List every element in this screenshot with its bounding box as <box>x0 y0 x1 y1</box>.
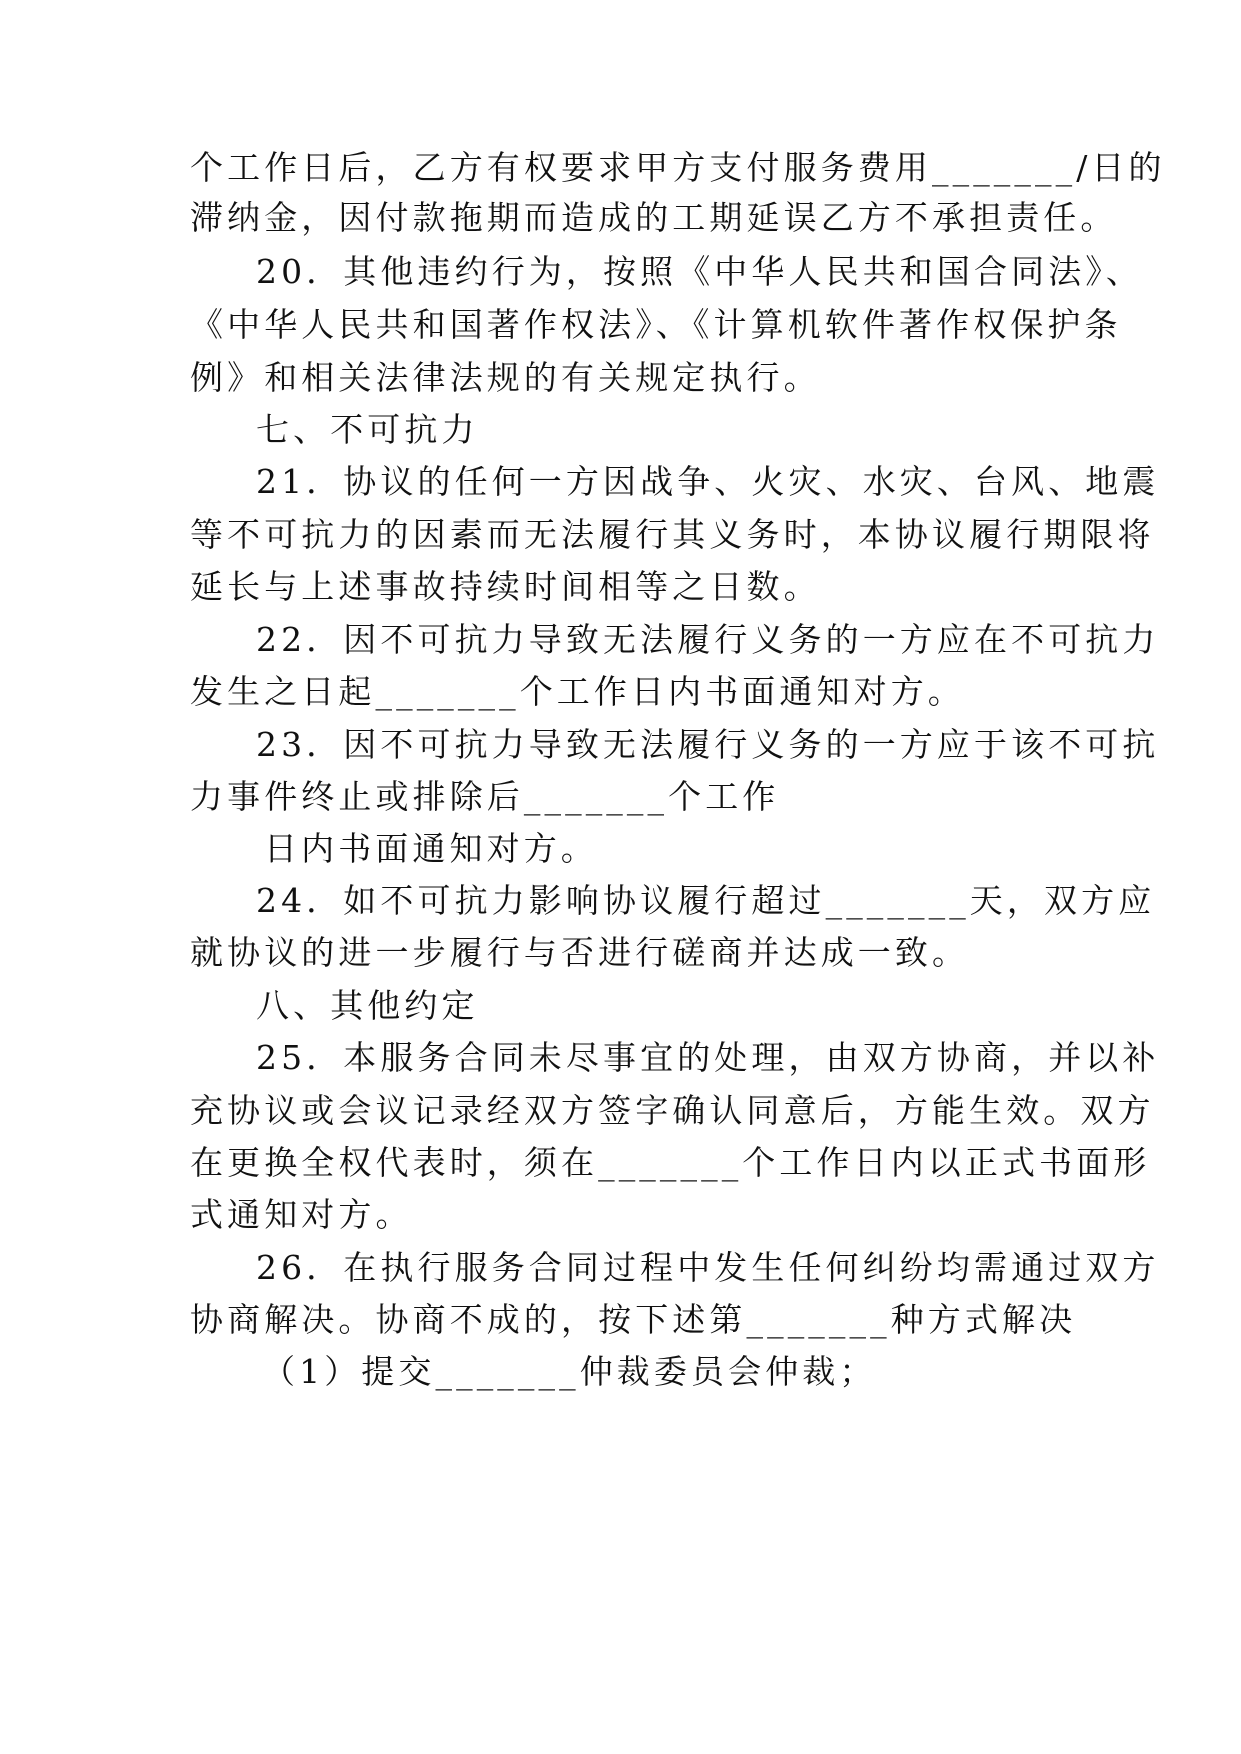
paragraph-line: 个工作日后，乙方有权要求甲方支付服务费用_______/日的 <box>190 148 1166 187</box>
paragraph-line: 力事件终止或排除后_______个工作 <box>190 777 780 816</box>
clause-22-line: 22．因不可抗力导致无法履行义务的一方应在不可抗力 <box>256 620 1160 659</box>
paragraph-line: 延长与上述事故持续时间相等之日数。 <box>190 567 821 606</box>
paragraph-line: 充协议或会议记录经双方签字确认同意后，方能生效。双方 <box>190 1091 1155 1130</box>
paragraph-line: 日内书面通知对方。 <box>264 829 598 868</box>
paragraph-line: 例》和相关法律法规的有关规定执行。 <box>190 358 821 397</box>
section-heading-other-terms: 八、其他约定 <box>256 986 479 1025</box>
paragraph-line: 《中华人民共和国著作权法》、《计算机软件著作权保护条 <box>190 305 1122 344</box>
clause-25-line: 25．本服务合同未尽事宜的处理，由双方协商，并以补 <box>256 1038 1160 1077</box>
clause-26-line: 26．在执行服务合同过程中发生任何纠纷均需通过双方 <box>256 1248 1160 1287</box>
clause-21-line: 21．协议的任何一方因战争、火灾、水灾、台风、地震 <box>256 462 1160 501</box>
paragraph-line: 在更换全权代表时，须在_______个工作日内以正式书面形 <box>190 1143 1151 1182</box>
clause-23-line: 23．因不可抗力导致无法履行义务的一方应于该不可抗 <box>256 725 1160 764</box>
clause-20-line: 20．其他违约行为，按照《中华人民共和国合同法》、 <box>256 252 1143 291</box>
paragraph-line: 滞纳金，因付款拖期而造成的工期延误乙方不承担责任。 <box>190 198 1118 237</box>
paragraph-line: 协商解决。协商不成的，按下述第_______种方式解决 <box>190 1300 1077 1339</box>
paragraph-line: 等不可抗力的因素而无法履行其义务时，本协议履行期限将 <box>190 515 1155 554</box>
paragraph-line: 式通知对方。 <box>190 1195 413 1234</box>
paragraph-line: 发生之日起_______个工作日内书面通知对方。 <box>190 672 965 711</box>
option-1-line: （1）提交_______仲裁委员会仲裁； <box>262 1352 877 1391</box>
paragraph-line: 就协议的进一步履行与否进行磋商并达成一致。 <box>190 933 970 972</box>
clause-24-line: 24．如不可抗力影响协议履行超过_______天，双方应 <box>256 881 1156 920</box>
section-heading-force-majeure: 七、不可抗力 <box>256 410 479 449</box>
